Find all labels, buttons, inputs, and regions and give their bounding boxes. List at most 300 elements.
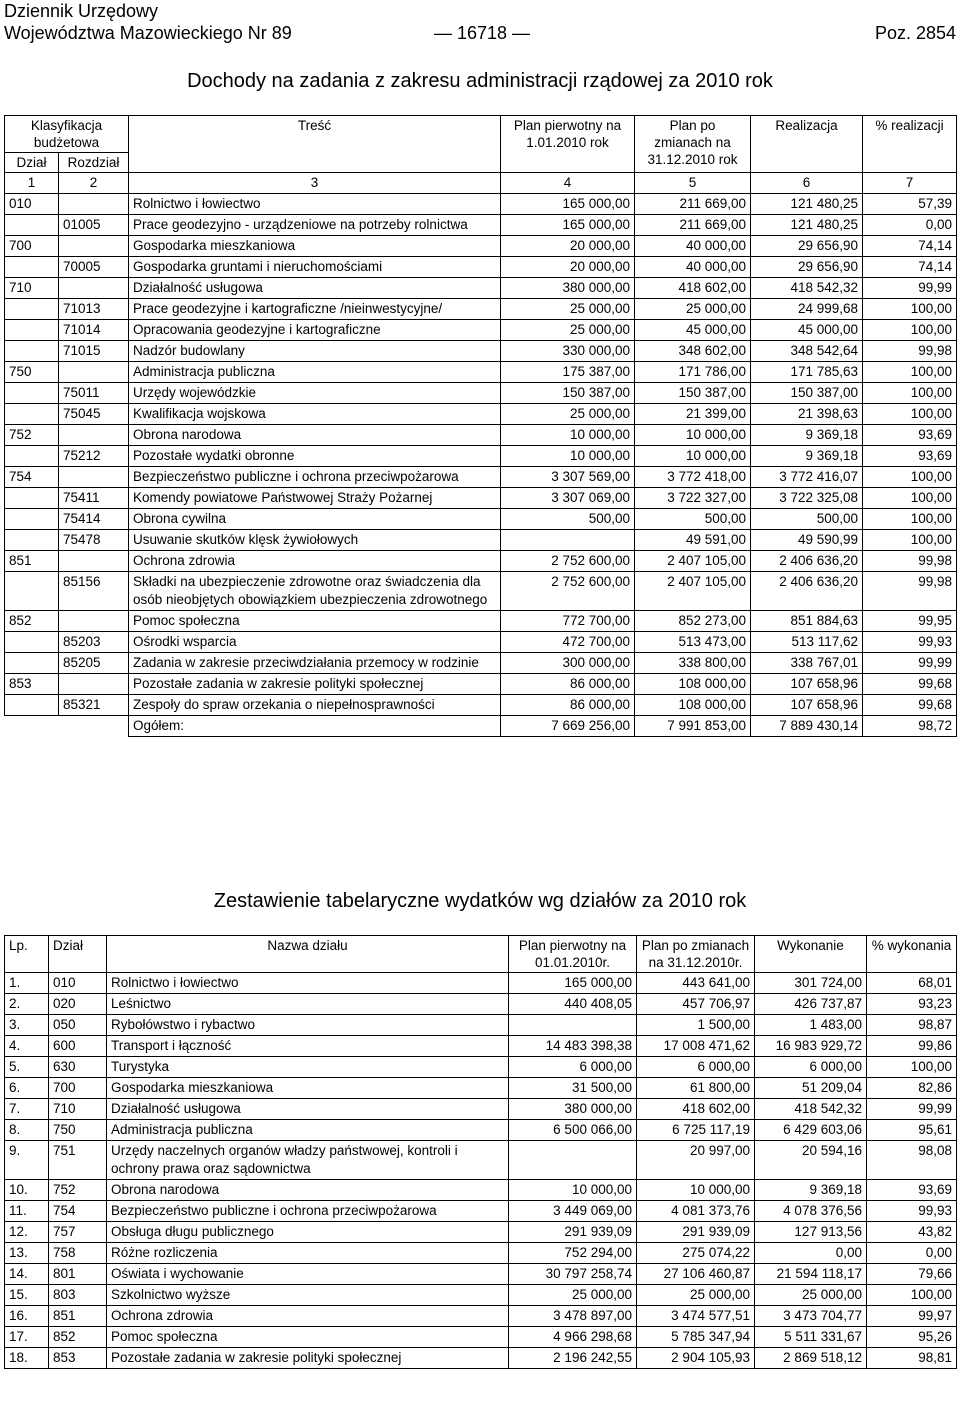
position-number: Poz. 2854: [874, 23, 956, 43]
rozdzial-cell: 85156: [59, 572, 129, 611]
plan-cell: 25 000,00: [509, 1285, 637, 1306]
realizacja-cell: 513 117,62: [751, 632, 863, 653]
plan-cell: 472 700,00: [501, 632, 635, 653]
dzial-cell: [5, 215, 59, 236]
nazwa-cell: Turystyka: [107, 1057, 509, 1078]
proc-cell: 95,26: [867, 1327, 957, 1348]
proc-cell: 100,00: [863, 320, 957, 341]
column-number: 1: [5, 173, 59, 194]
dzial-cell: 630: [49, 1057, 107, 1078]
realizacja-cell: 2 406 636,20: [751, 572, 863, 611]
proc-cell: 99,68: [863, 695, 957, 716]
dzial-cell: 710: [5, 278, 59, 299]
plan-po-zmianach-cell: 3 722 327,00: [635, 488, 751, 509]
dzial-cell: [5, 572, 59, 611]
dzial-cell: 754: [5, 467, 59, 488]
header-nazwa: Nazwa działu: [107, 936, 509, 973]
nazwa-cell: Szkolnictwo wyższe: [107, 1285, 509, 1306]
nazwa-cell: Administracja publiczna: [107, 1120, 509, 1141]
total-row: [5, 716, 957, 737]
plan-cell: 165 000,00: [501, 215, 635, 236]
plan-po-zmianach-cell: 418 602,00: [635, 278, 751, 299]
plan-cell: 4 966 298,68: [509, 1327, 637, 1348]
plan-po-zmianach-cell: 275 074,22: [637, 1243, 755, 1264]
header-realizacja: Realizacja: [751, 116, 863, 173]
tresc-cell: Działalność usługowa: [129, 278, 501, 299]
plan-po-zmianach-cell: 27 106 460,87: [637, 1264, 755, 1285]
realizacja-cell: 500,00: [751, 509, 863, 530]
plan-cell: 10 000,00: [509, 1180, 637, 1201]
lp-cell: 2.: [5, 994, 49, 1015]
realizacja-cell: 24 999,68: [751, 299, 863, 320]
tresc-cell: Składki na ubezpieczenie zdrowotne oraz świadczenia dla osób nieobjętych obowiązkiem ubezpieczenia zdrowotnego: [129, 572, 501, 611]
proc-cell: 99,93: [863, 632, 957, 653]
nazwa-cell: Urzędy naczelnych organów władzy państwowej, kontroli i ochrony prawa oraz sądownictwa: [107, 1141, 509, 1180]
tresc-cell: Ośrodki wsparcia: [129, 632, 501, 653]
tresc-cell: Obrona narodowa: [129, 425, 501, 446]
realizacja-cell: 851 884,63: [751, 611, 863, 632]
dzial-cell: 700: [5, 236, 59, 257]
column-number: 2: [59, 173, 129, 194]
wykonanie-cell: 16 983 929,72: [755, 1036, 867, 1057]
table-row: [5, 362, 957, 383]
tresc-cell: Bezpieczeństwo publiczne i ochrona przeciwpożarowa: [129, 467, 501, 488]
proc-cell: 98,81: [867, 1348, 957, 1369]
dzial-cell: 852: [49, 1327, 107, 1348]
rozdzial-cell: [59, 611, 129, 632]
lp-cell: 9.: [5, 1141, 49, 1180]
nazwa-cell: Leśnictwo: [107, 994, 509, 1015]
rozdzial-cell: 01005: [59, 215, 129, 236]
dzial-cell: [5, 695, 59, 716]
rozdzial-cell: 75011: [59, 383, 129, 404]
plan-cell: 2 196 242,55: [509, 1348, 637, 1369]
plan-po-zmianach-cell: 10 000,00: [635, 425, 751, 446]
plan-po-zmianach-cell: 457 706,97: [637, 994, 755, 1015]
table-row: [5, 1201, 957, 1222]
rozdzial-cell: 85203: [59, 632, 129, 653]
nazwa-cell: Różne rozliczenia: [107, 1243, 509, 1264]
plan-cell: 20 000,00: [501, 257, 635, 278]
column-number: 6: [751, 173, 863, 194]
table-row: [5, 1099, 957, 1120]
realizacja-cell: 107 658,96: [751, 674, 863, 695]
dzial-cell: 750: [5, 362, 59, 383]
header-dzial: Dział: [5, 153, 59, 173]
header-plan-po-zmianach: Plan po zmianach na 31.12.2010 rok: [635, 116, 751, 173]
rozdzial-cell: 71015: [59, 341, 129, 362]
plan-cell: 2 752 600,00: [501, 551, 635, 572]
nazwa-cell: Obrona narodowa: [107, 1180, 509, 1201]
proc-cell: 99,86: [867, 1036, 957, 1057]
header-proc-wykonania: % wykonania: [867, 936, 957, 973]
rozdzial-cell: [59, 425, 129, 446]
dzial-cell: [5, 320, 59, 341]
plan-cell: 3 307 069,00: [501, 488, 635, 509]
proc-cell: 82,86: [867, 1078, 957, 1099]
dzial-cell: 851: [5, 551, 59, 572]
income-table: [4, 115, 957, 737]
plan-po-zmianach-cell: 150 387,00: [635, 383, 751, 404]
realizacja-cell: 171 785,63: [751, 362, 863, 383]
plan-po-zmianach-cell: 443 641,00: [637, 973, 755, 994]
column-number: 3: [129, 173, 501, 194]
dzial-cell: [5, 446, 59, 467]
wykonanie-cell: 4 078 376,56: [755, 1201, 867, 1222]
proc-cell: 99,68: [863, 674, 957, 695]
table-row: [5, 1306, 957, 1327]
plan-po-zmianach-cell: 108 000,00: [635, 674, 751, 695]
header-proc-realizacji: % realizacji: [863, 116, 957, 173]
table-row: [5, 674, 957, 695]
column-number: 5: [635, 173, 751, 194]
column-number: 4: [501, 173, 635, 194]
dzial-cell: 710: [49, 1099, 107, 1120]
table-row: [5, 653, 957, 674]
dzial-cell: 752: [5, 425, 59, 446]
plan-po-zmianach-cell: 40 000,00: [635, 236, 751, 257]
plan-cell: 300 000,00: [501, 653, 635, 674]
plan-cell: 86 000,00: [501, 674, 635, 695]
nazwa-cell: Gospodarka mieszkaniowa: [107, 1078, 509, 1099]
proc-cell: 99,95: [863, 611, 957, 632]
lp-cell: 3.: [5, 1015, 49, 1036]
proc-cell: 74,14: [863, 257, 957, 278]
proc-cell: 99,99: [867, 1099, 957, 1120]
tresc-cell: Pozostałe wydatki obronne: [129, 446, 501, 467]
wykonanie-cell: 9 369,18: [755, 1180, 867, 1201]
realizacja-cell: 29 656,90: [751, 257, 863, 278]
plan-cell: 380 000,00: [509, 1099, 637, 1120]
nazwa-cell: Bezpieczeństwo publiczne i ochrona przeciwpożarowa: [107, 1201, 509, 1222]
plan-cell: 25 000,00: [501, 320, 635, 341]
tresc-cell: Usuwanie skutków klęsk żywiołowych: [129, 530, 501, 551]
tresc-cell: Gospodarka gruntami i nieruchomościami: [129, 257, 501, 278]
wykonanie-cell: 6 000,00: [755, 1057, 867, 1078]
dzial-cell: [5, 530, 59, 551]
proc-cell: 99,98: [863, 341, 957, 362]
realizacja-cell: 49 590,99: [751, 530, 863, 551]
tresc-cell: Prace geodezyjne i kartograficzne /nieinwestycyjne/: [129, 299, 501, 320]
rozdzial-cell: [59, 278, 129, 299]
dzial-cell: [5, 509, 59, 530]
lp-cell: 1.: [5, 973, 49, 994]
plan-cell: 86 000,00: [501, 695, 635, 716]
rozdzial-cell: 75411: [59, 488, 129, 509]
proc-cell: 100,00: [863, 530, 957, 551]
proc-cell: 93,69: [863, 425, 957, 446]
wykonanie-cell: 25 000,00: [755, 1285, 867, 1306]
table-row: [5, 572, 957, 611]
dzial-cell: 020: [49, 994, 107, 1015]
empty-cell: [5, 716, 129, 737]
lp-cell: 5.: [5, 1057, 49, 1078]
table1-title: Dochody na zadania z zakresu administracji rządowej za 2010 rok: [187, 70, 773, 92]
table-row: [5, 1348, 957, 1369]
proc-cell: 0,00: [867, 1243, 957, 1264]
plan-cell: 3 449 069,00: [509, 1201, 637, 1222]
plan-po-zmianach-cell: 500,00: [635, 509, 751, 530]
rozdzial-cell: 85321: [59, 695, 129, 716]
plan-po-zmianach-cell: 2 904 105,93: [637, 1348, 755, 1369]
plan-po-zmianach-cell: 513 473,00: [635, 632, 751, 653]
dzial-cell: 750: [49, 1120, 107, 1141]
lp-cell: 7.: [5, 1099, 49, 1120]
table-row: [5, 1141, 957, 1180]
proc-cell: 79,66: [867, 1264, 957, 1285]
tresc-cell: Nadzór budowlany: [129, 341, 501, 362]
total-proc: 98,72: [863, 716, 957, 737]
table-row: [5, 425, 957, 446]
column-number: 7: [863, 173, 957, 194]
plan-po-zmianach-cell: 25 000,00: [637, 1285, 755, 1306]
table-row: [5, 383, 957, 404]
plan-cell: 3 478 897,00: [509, 1306, 637, 1327]
total-plan: 7 669 256,00: [501, 716, 635, 737]
plan-cell: 14 483 398,38: [509, 1036, 637, 1057]
realizacja-cell: 121 480,25: [751, 215, 863, 236]
tresc-cell: Zadania w zakresie przeciwdziałania przemocy w rodzinie: [129, 653, 501, 674]
expenses-table: [4, 935, 957, 1369]
proc-cell: 98,87: [867, 1015, 957, 1036]
table-row: [5, 530, 957, 551]
plan-po-zmianach-cell: 338 800,00: [635, 653, 751, 674]
plan-cell: 6 500 066,00: [509, 1120, 637, 1141]
table-row: [5, 1264, 957, 1285]
wykonanie-cell: 127 913,56: [755, 1222, 867, 1243]
dzial-cell: 754: [49, 1201, 107, 1222]
table-row: [5, 1180, 957, 1201]
proc-cell: 100,00: [863, 488, 957, 509]
rozdzial-cell: 75414: [59, 509, 129, 530]
tresc-cell: Rolnictwo i łowiectwo: [129, 194, 501, 215]
plan-po-zmianach-cell: 211 669,00: [635, 215, 751, 236]
lp-cell: 6.: [5, 1078, 49, 1099]
tresc-cell: Gospodarka mieszkaniowa: [129, 236, 501, 257]
plan-cell: 380 000,00: [501, 278, 635, 299]
realizacja-cell: 45 000,00: [751, 320, 863, 341]
header-wykonanie: Wykonanie: [755, 936, 867, 973]
plan-po-zmianach-cell: 171 786,00: [635, 362, 751, 383]
plan-po-zmianach-cell: 40 000,00: [635, 257, 751, 278]
realizacja-cell: 121 480,25: [751, 194, 863, 215]
rozdzial-cell: 75478: [59, 530, 129, 551]
journal-title: Dziennik Urzędowy: [4, 1, 159, 21]
header-plan-pierwotny: Plan pierwotny na 01.01.2010r.: [509, 936, 637, 973]
dzial-cell: 758: [49, 1243, 107, 1264]
plan-cell: 25 000,00: [501, 404, 635, 425]
lp-cell: 17.: [5, 1327, 49, 1348]
wykonanie-cell: 0,00: [755, 1243, 867, 1264]
lp-cell: 4.: [5, 1036, 49, 1057]
dzial-cell: 853: [49, 1348, 107, 1369]
plan-po-zmianach-cell: 10 000,00: [637, 1180, 755, 1201]
plan-cell: 330 000,00: [501, 341, 635, 362]
plan-po-zmianach-cell: 418 602,00: [637, 1099, 755, 1120]
lp-cell: 14.: [5, 1264, 49, 1285]
proc-cell: 100,00: [863, 299, 957, 320]
nazwa-cell: Obsługa długu publicznego: [107, 1222, 509, 1243]
proc-cell: 93,23: [867, 994, 957, 1015]
wykonanie-cell: 426 737,87: [755, 994, 867, 1015]
wykonanie-cell: 1 483,00: [755, 1015, 867, 1036]
nazwa-cell: Działalność usługowa: [107, 1099, 509, 1120]
table-row: [5, 236, 957, 257]
tresc-cell: Opracowania geodezyjne i kartograficzne: [129, 320, 501, 341]
plan-po-zmianach-cell: 348 602,00: [635, 341, 751, 362]
proc-cell: 68,01: [867, 973, 957, 994]
header-dzial: Dział: [49, 936, 107, 973]
plan-po-zmianach-cell: 10 000,00: [635, 446, 751, 467]
table-row: [5, 488, 957, 509]
table-row: [5, 1243, 957, 1264]
header-plan-po-zmianach: Plan po zmianach na 31.12.2010r.: [637, 936, 755, 973]
plan-po-zmianach-cell: 5 785 347,94: [637, 1327, 755, 1348]
plan-po-zmianach-cell: 6 725 117,19: [637, 1120, 755, 1141]
proc-cell: 98,08: [867, 1141, 957, 1180]
rozdzial-cell: 70005: [59, 257, 129, 278]
plan-po-zmianach-cell: 211 669,00: [635, 194, 751, 215]
dzial-cell: [5, 653, 59, 674]
proc-cell: 100,00: [863, 509, 957, 530]
plan-po-zmianach-cell: 3 474 577,51: [637, 1306, 755, 1327]
lp-cell: 13.: [5, 1243, 49, 1264]
rozdzial-cell: [59, 362, 129, 383]
wykonanie-cell: 21 594 118,17: [755, 1264, 867, 1285]
rozdzial-cell: [59, 467, 129, 488]
lp-cell: 16.: [5, 1306, 49, 1327]
total-label: Ogółem:: [129, 716, 501, 737]
realizacja-cell: 9 369,18: [751, 446, 863, 467]
rozdzial-cell: [59, 236, 129, 257]
wykonanie-cell: 51 209,04: [755, 1078, 867, 1099]
table-row: [5, 973, 957, 994]
tresc-cell: Obrona cywilna: [129, 509, 501, 530]
proc-cell: 100,00: [863, 362, 957, 383]
proc-cell: 99,93: [867, 1201, 957, 1222]
dzial-cell: [5, 257, 59, 278]
dzial-cell: 803: [49, 1285, 107, 1306]
nazwa-cell: Ochrona zdrowia: [107, 1306, 509, 1327]
wykonanie-cell: 20 594,16: [755, 1141, 867, 1180]
proc-cell: 100,00: [863, 383, 957, 404]
lp-cell: 15.: [5, 1285, 49, 1306]
rozdzial-cell: [59, 551, 129, 572]
dzial-cell: 010: [49, 973, 107, 994]
table-row: [5, 1222, 957, 1243]
table-row: [5, 509, 957, 530]
plan-cell: 165 000,00: [501, 194, 635, 215]
plan-cell: 31 500,00: [509, 1078, 637, 1099]
table-row: [5, 467, 957, 488]
table-row: [5, 257, 957, 278]
proc-cell: 43,82: [867, 1222, 957, 1243]
tresc-cell: Komendy powiatowe Państwowej Straży Pożarnej: [129, 488, 501, 509]
rozdzial-cell: 85205: [59, 653, 129, 674]
plan-cell: 752 294,00: [509, 1243, 637, 1264]
table-row: [5, 404, 957, 425]
total-realizacja: 7 889 430,14: [751, 716, 863, 737]
rozdzial-cell: 71014: [59, 320, 129, 341]
header-lp: Lp.: [5, 936, 49, 973]
plan-cell: [501, 530, 635, 551]
plan-po-zmianach-cell: 21 399,00: [635, 404, 751, 425]
tresc-cell: Prace geodezyjno - urządzeniowe na potrzeby rolnictwa: [129, 215, 501, 236]
plan-po-zmianach-cell: 45 000,00: [635, 320, 751, 341]
realizacja-cell: 3 722 325,08: [751, 488, 863, 509]
plan-cell: 440 408,05: [509, 994, 637, 1015]
plan-cell: 25 000,00: [501, 299, 635, 320]
table-row: [5, 194, 957, 215]
realizacja-cell: 150 387,00: [751, 383, 863, 404]
plan-po-zmianach-cell: 25 000,00: [635, 299, 751, 320]
wykonanie-cell: 5 511 331,67: [755, 1327, 867, 1348]
plan-po-zmianach-cell: 49 591,00: [635, 530, 751, 551]
proc-cell: 99,99: [863, 653, 957, 674]
proc-cell: 99,98: [863, 572, 957, 611]
wykonanie-cell: 2 869 518,12: [755, 1348, 867, 1369]
nazwa-cell: Oświata i wychowanie: [107, 1264, 509, 1285]
dzial-cell: 752: [49, 1180, 107, 1201]
plan-po-zmianach-cell: 852 273,00: [635, 611, 751, 632]
plan-cell: [509, 1015, 637, 1036]
dzial-cell: 757: [49, 1222, 107, 1243]
dzial-cell: 700: [49, 1078, 107, 1099]
lp-cell: 8.: [5, 1120, 49, 1141]
wykonanie-cell: 3 473 704,77: [755, 1306, 867, 1327]
plan-cell: 175 387,00: [501, 362, 635, 383]
table-row: [5, 215, 957, 236]
dzial-cell: 852: [5, 611, 59, 632]
wykonanie-cell: 301 724,00: [755, 973, 867, 994]
table-row: [5, 1327, 957, 1348]
table-row: [5, 278, 957, 299]
plan-cell: 150 387,00: [501, 383, 635, 404]
nazwa-cell: Transport i łączność: [107, 1036, 509, 1057]
dzial-cell: 010: [5, 194, 59, 215]
lp-cell: 10.: [5, 1180, 49, 1201]
table-row: [5, 994, 957, 1015]
tresc-cell: Kwalifikacja wojskowa: [129, 404, 501, 425]
plan-cell: 6 000,00: [509, 1057, 637, 1078]
nazwa-cell: Pozostałe zadania w zakresie polityki społecznej: [107, 1348, 509, 1369]
table-row: [5, 1078, 957, 1099]
proc-cell: 100,00: [863, 467, 957, 488]
proc-cell: 0,00: [863, 215, 957, 236]
wykonanie-cell: 418 542,32: [755, 1099, 867, 1120]
realizacja-cell: 21 398,63: [751, 404, 863, 425]
table-row: [5, 551, 957, 572]
table2-title: Zestawienie tabelaryczne wydatków wg działów za 2010 rok: [213, 890, 747, 912]
plan-cell: [509, 1141, 637, 1180]
dzial-cell: [5, 383, 59, 404]
rozdzial-cell: [59, 674, 129, 695]
nazwa-cell: Pomoc społeczna: [107, 1327, 509, 1348]
tresc-cell: Pozostałe zadania w zakresie polityki społecznej: [129, 674, 501, 695]
proc-cell: 74,14: [863, 236, 957, 257]
tresc-cell: Ochrona zdrowia: [129, 551, 501, 572]
tresc-cell: Urzędy wojewódzkie: [129, 383, 501, 404]
lp-cell: 12.: [5, 1222, 49, 1243]
nazwa-cell: Rybołówstwo i rybactwo: [107, 1015, 509, 1036]
rozdzial-cell: [59, 194, 129, 215]
document-header: [4, 0, 956, 44]
plan-po-zmianach-cell: 4 081 373,76: [637, 1201, 755, 1222]
total-plan-po-zmianach: 7 991 853,00: [635, 716, 751, 737]
wykonanie-cell: 6 429 603,06: [755, 1120, 867, 1141]
table-row: [5, 299, 957, 320]
plan-cell: 10 000,00: [501, 446, 635, 467]
